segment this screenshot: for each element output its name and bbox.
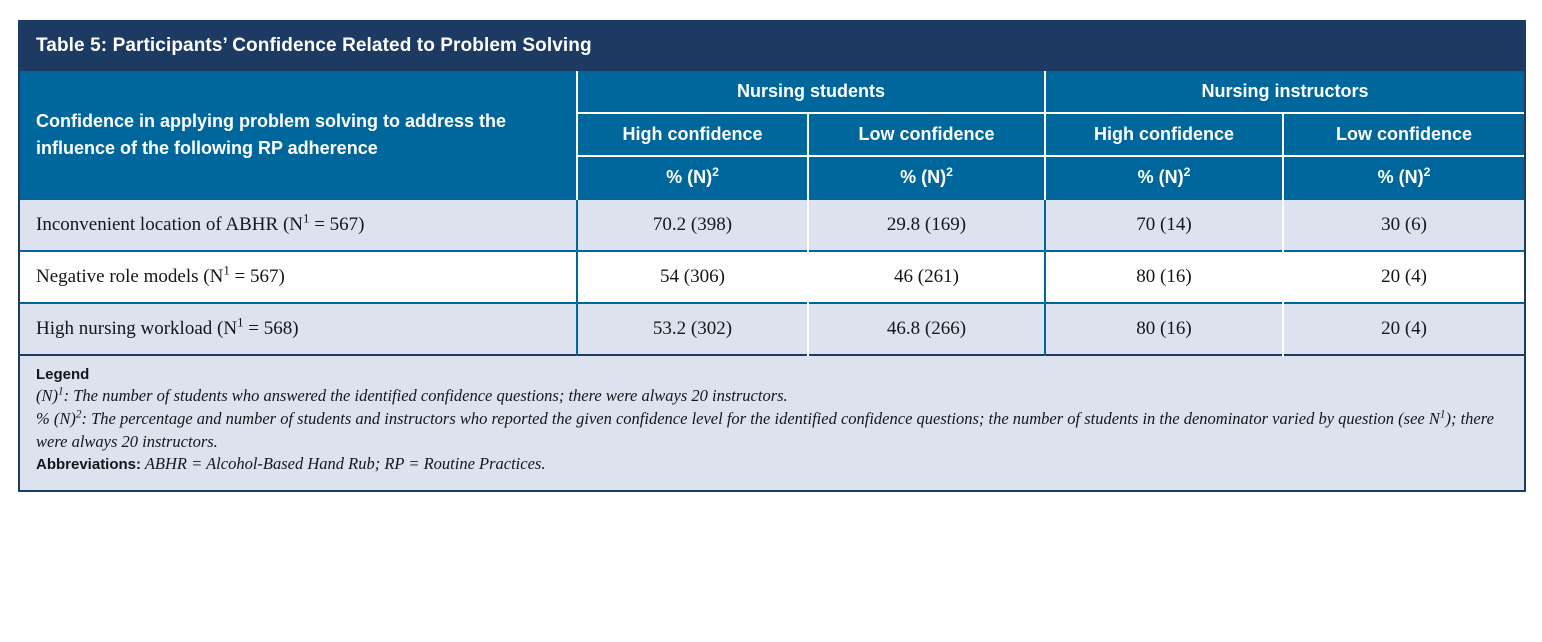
unit-header-3-sup: 2 bbox=[1183, 165, 1191, 179]
unit-header-1 bbox=[577, 156, 808, 199]
cell-students-low: 46 (261) bbox=[808, 251, 1045, 303]
legend-abbreviations bbox=[36, 453, 1508, 476]
unit-header-2-sup: 2 bbox=[946, 165, 953, 179]
unit-header-3 bbox=[1045, 156, 1283, 199]
legend-note-2 bbox=[36, 408, 1508, 454]
unit-header-1-text: % (N) bbox=[666, 167, 713, 187]
legend-note-1-sup: 1 bbox=[58, 385, 64, 398]
cell-students-low: 46.8 (266) bbox=[808, 303, 1045, 355]
cell-instructors-low: 20 (4) bbox=[1283, 251, 1524, 303]
unit-header-2-text: % (N) bbox=[900, 167, 947, 187]
legend-note-1-text: : The number of students who answered the identified confidence questions; there were always 20 instructors. bbox=[63, 386, 788, 405]
table-group-header-row bbox=[20, 71, 1524, 113]
row-label-tail: = 568) bbox=[243, 318, 299, 339]
table-row bbox=[20, 303, 1524, 355]
cell-instructors-low: 20 (4) bbox=[1283, 303, 1524, 355]
legend-cell bbox=[20, 355, 1524, 490]
cell-students-high: 54 (306) bbox=[577, 251, 808, 303]
legend-note-2-sup: 2 bbox=[75, 408, 82, 421]
unit-header-3-text: % (N) bbox=[1137, 167, 1184, 187]
legend-abbrev-label: Abbreviations: bbox=[36, 456, 142, 474]
table-legend-row bbox=[20, 355, 1524, 490]
legend-note-2-tail: ); there were always 20 instructors. bbox=[36, 408, 1494, 451]
confidence-table bbox=[20, 22, 1524, 490]
table-row bbox=[20, 199, 1524, 251]
legend-note-1-pre: (N) bbox=[36, 386, 58, 405]
table-title-row bbox=[20, 22, 1524, 71]
legend-note-2-text: : The percentage and number of students and instructors who reported the given confidence level for the identified confidence questions; the number of students in the denominator varied by question (see N bbox=[81, 408, 1440, 428]
unit-header-4-sup: 2 bbox=[1423, 165, 1431, 179]
group-header-nursing-students: Nursing students bbox=[577, 71, 1045, 113]
stub-header bbox=[20, 71, 577, 199]
sub-header-instructors-high: High confidence bbox=[1045, 113, 1283, 156]
row-label-text: High nursing workload (N bbox=[36, 318, 238, 339]
row-label-text: Inconvenient location of ABHR (N bbox=[36, 214, 304, 235]
row-label-tail: = 567) bbox=[309, 214, 365, 235]
sub-header-instructors-low: Low confidence bbox=[1283, 113, 1524, 156]
row-label-sup: 1 bbox=[303, 210, 310, 226]
cell-instructors-high: 70 (14) bbox=[1045, 199, 1283, 251]
legend-abbrev-text: ABHR = Alcohol-Based Hand Rub; RP = Routine Practices. bbox=[141, 454, 546, 474]
unit-header-2 bbox=[808, 156, 1045, 199]
row-label-sup: 1 bbox=[223, 262, 230, 278]
table-container bbox=[18, 20, 1526, 492]
legend-note-1 bbox=[36, 385, 1508, 408]
table-row bbox=[20, 251, 1524, 303]
cell-students-high: 53.2 (302) bbox=[577, 303, 808, 355]
row-label bbox=[20, 199, 577, 251]
row-label-text: Negative role models (N bbox=[36, 266, 224, 287]
cell-instructors-low: 30 (6) bbox=[1283, 199, 1524, 251]
row-label-sup: 1 bbox=[237, 314, 244, 330]
sub-header-students-low: Low confidence bbox=[808, 113, 1045, 156]
legend-note-2-pre: % (N) bbox=[36, 408, 76, 428]
stub-header-text: Confidence in applying problem solving to address the influence of the following RP adherence bbox=[36, 111, 507, 158]
sub-header-students-high: High confidence bbox=[577, 113, 808, 156]
cell-instructors-high: 80 (16) bbox=[1045, 303, 1283, 355]
unit-header-4-text: % (N) bbox=[1377, 167, 1424, 187]
unit-header-1-sup: 2 bbox=[712, 165, 719, 179]
row-label-tail: = 567) bbox=[229, 266, 285, 287]
cell-students-high: 70.2 (398) bbox=[577, 199, 808, 251]
table-title: Table 5: Participants’ Confidence Related to Problem Solving bbox=[20, 22, 1524, 71]
group-header-nursing-instructors: Nursing instructors bbox=[1045, 71, 1524, 113]
cell-students-low: 29.8 (169) bbox=[808, 199, 1045, 251]
row-label bbox=[20, 303, 577, 355]
cell-instructors-high: 80 (16) bbox=[1045, 251, 1283, 303]
legend-heading: Legend bbox=[36, 366, 90, 383]
row-label bbox=[20, 251, 577, 303]
unit-header-4 bbox=[1283, 156, 1524, 199]
legend-note-2-sup2: 1 bbox=[1439, 408, 1446, 421]
